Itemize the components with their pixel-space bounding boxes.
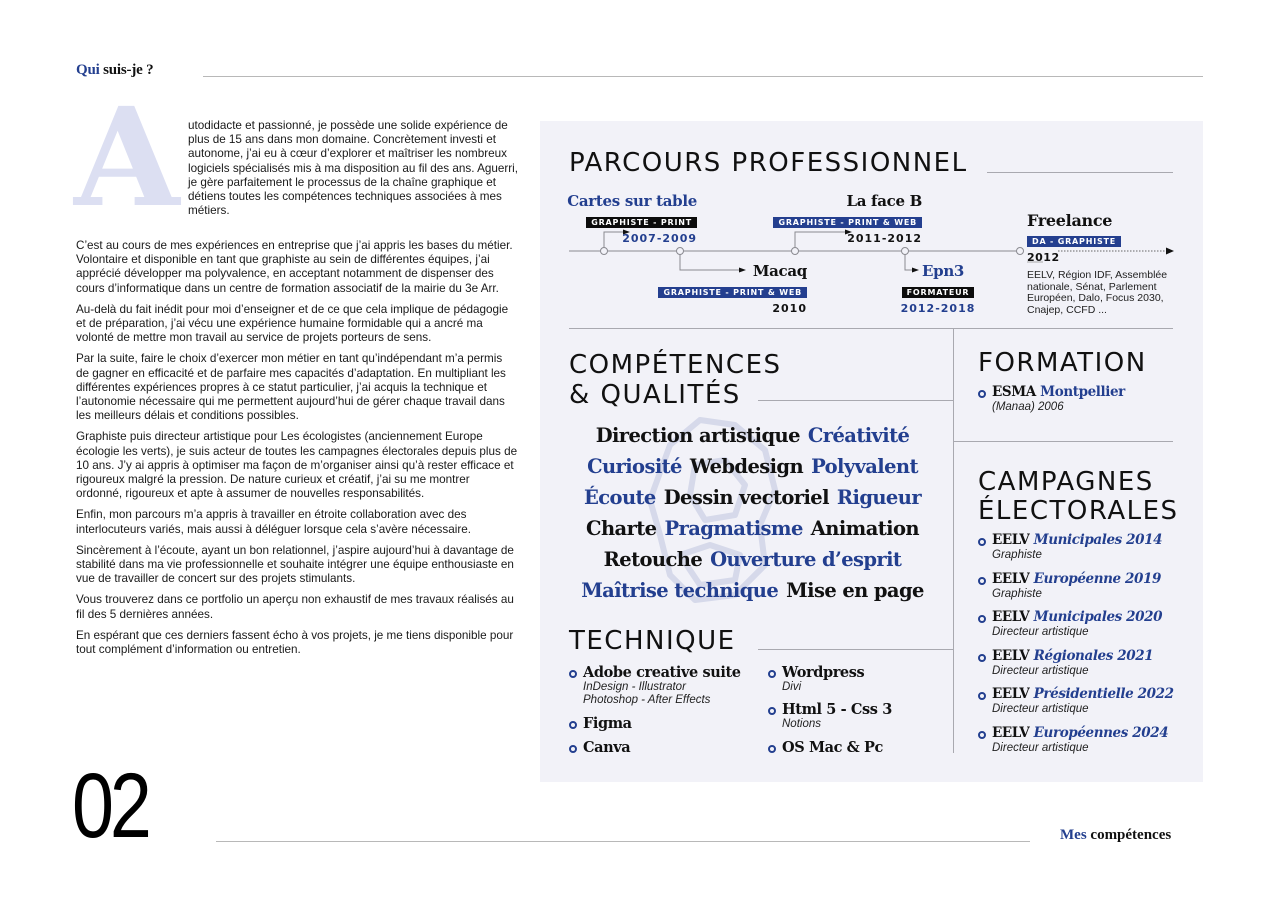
job-macaq [640,262,807,315]
bio-paragraph: Vous trouverez dans ce portfolio un aperçu non exhaustif de mes travaux réalisés au fil des 5 dernières années. [76,593,514,621]
bullet-icon [978,390,986,398]
job-cartes-sur-table [540,192,697,245]
campaign-item [978,532,1162,562]
skill-word: Curiosité [587,455,682,478]
campaign-name: Municipales 2020 [1033,609,1163,626]
tech-name: Wordpress [782,664,865,681]
tech-item-os [768,739,883,756]
bio-paragraph: C’est au cours de mes expériences en entreprise que j’ai appris les bases du métier. Volontaire et disponible en tant que graphiste au sein de différentes équipes, j’ai apprécié développer ma polyvalence, en acceptant notamment de dispenser des cours d’informatique dans un centre de formation associatif de la mairie du 3e Arr. [76,239,513,295]
header-title-accent: Qui [76,62,100,78]
skill-word: Mise en page [786,579,924,602]
bullet-icon [768,670,776,678]
skills-row [560,548,945,571]
tech-item-adobe [569,664,741,707]
footer-title-rest: compétences [1090,827,1172,843]
timeline-node [601,248,608,255]
campaign-org: EELV [992,570,1030,587]
campaign-role: Directeur artistique [992,742,1089,754]
footer-rule [216,841,1030,842]
job-years: 2012-2018 [900,302,976,315]
bullet-icon [768,745,776,753]
tech-name: Html 5 - Css 3 [782,701,892,718]
header-title-rest: suis-je ? [103,62,154,78]
bullet-icon [978,615,986,623]
tech-item-html-css [768,701,892,731]
tech-item-figma [569,715,632,732]
formation-title: FORMATION [978,348,1147,378]
campaign-name: Européenne 2019 [1033,570,1162,587]
bullet-icon [569,670,577,678]
job-name: Macaq [752,262,807,280]
campaign-org: EELV [992,609,1030,626]
job-years: 2007-2009 [622,232,697,245]
job-years: 2010 [772,302,807,315]
skills-row [560,424,945,447]
skill-word: Charte [586,517,657,540]
drop-cap: A [74,78,180,238]
tech-detail: InDesign - Illustrator [583,681,686,693]
divider-horizontal [569,328,1173,329]
campaign-name: Municipales 2014 [1033,532,1163,548]
formation-detail: (Manaa) 2006 [992,401,1064,413]
job-role-tag: GRAPHISTE - PRINT [586,217,697,228]
bullet-icon [978,538,986,546]
tech-detail: Photoshop - After Effects [583,694,711,706]
bullet-icon [768,707,776,715]
campaign-org: EELV [992,532,1030,548]
bio-paragraph: Graphiste puis directeur artistique pour Les écologistes (anciennement Europe écologie les verts), je suis acteur de toutes les campagnes électorales depuis plus de 10 ans. J’y ai appris à optimiser ma façon de m’organiser ainsi qu’à rester efficace et rigoureux malgré la pression. De nature curieux et créatif, j’ai su me montrer ordonné, rigoureux et apte à assumer de nouvelles responsabilités. [76,430,518,501]
skills-row [560,455,945,478]
skill-word: Rigueur [836,486,921,509]
campaign-org: EELV [992,686,1030,703]
timeline-node [792,248,799,255]
tech-detail: Divi [782,681,802,693]
tech-name: Canva [583,739,631,756]
bio-paragraph: En espérant que ces derniers fassent écho à vos projets, je me tiens disponible pour tout complément d’information ou entretien. [76,628,514,657]
competences-title-line1: COMPÉTENCES [569,350,782,380]
job-name: Epn3 [922,262,965,280]
bio-paragraph: Enfin, mon parcours m’a appris à travailler en étroite collaboration avec des interlocuteurs variés, mais aussi à déléguer lorsque cela s’avère nécessaire. [76,508,471,536]
job-years: 2011-2012 [847,232,922,245]
footer-section-title [1060,827,1171,844]
freelance-clients: EELV, Région IDF, Assemblée nationale, Sénat, Parlement Européen, Dalo, Focus 2030, Cnajep, CCFD ... [1027,269,1168,316]
formation-school: ESMA [992,384,1036,400]
intro-paragraph: utodidacte et passionné, je possède une solide expérience de plus de 15 ans dans mon domaine. Concrètement investi et autonome, j’ai eu à cœur d’explorer et maîtriser les nombreux logiciels spécialisés mis à ma disposition au fil des ans. Aguerri, je gère parfaitement le processus de la chaîne graphique et détiens toutes les compétences techniques associées à mes métiers. [188,119,518,218]
campaign-role: Directeur artistique [992,626,1089,639]
job-epn3 [900,262,976,315]
timeline-node [677,248,684,255]
job-la-face-b [760,192,922,245]
job-name: Freelance [1027,211,1113,230]
tech-detail: Notions [782,718,821,730]
skills-row [560,517,945,540]
campaign-role: Directeur artistique [992,664,1089,677]
campaign-item [978,725,1168,755]
bullet-icon [978,692,986,700]
tech-item-wordpress [768,664,864,694]
skill-word: Dessin vectoriel [663,486,829,509]
campaign-item [978,571,1161,601]
tech-name: Adobe creative suite [583,664,741,681]
competences-title-rule [758,400,953,401]
job-role-tag: DA - GRAPHISTE [1027,236,1121,247]
campaign-role: Graphiste [992,587,1042,600]
skill-word: Webdesign [689,455,804,478]
campaign-item [978,648,1153,678]
skill-word: Animation [810,517,919,540]
job-role-tag: GRAPHISTE - PRINT & WEB [658,287,807,298]
formation-item [978,384,1125,414]
campaign-name: Présidentielle 2022 [1033,686,1174,703]
skill-word: Retouche [603,548,703,571]
tech-item-canva [569,739,630,756]
bullet-icon [569,745,577,753]
skill-word: Créativité [807,424,910,447]
bullet-icon [978,654,986,662]
skill-word: Pragmatisme [664,517,803,540]
page-number: 02 [72,755,148,857]
timeline-node [902,248,909,255]
tech-name: Figma [583,715,632,732]
skill-word: Maîtrise technique [581,579,779,602]
bullet-icon [978,577,986,585]
skills-row [560,486,945,509]
campagnes-title-line2: ÉLECTORALES [978,496,1179,526]
parcours-title: PARCOURS PROFESSIONNEL [569,148,968,178]
competences-title-line2: & QUALITÉS [569,380,741,410]
campagnes-title [978,468,1179,526]
bio-paragraph: Au-delà du fait inédit pour moi d’enseigner et de ce que cela implique de pédagogie et de préparation, j’ai vécu une expérience humaine formidable qui a ancré ma volonté de mettre mon travail au service de projets porteurs de sens. [76,302,509,345]
divider-vertical [953,328,954,753]
skill-word: Écoute [584,486,656,509]
bio-paragraph: Par la suite, faire le choix d’exercer mon métier en tant qu’indépendant m’a permis de gagner en efficacité et de parfaire mes capacités d’adaptation. En multipliant les différentes expériences propres à ce statut particulier, j’ai acquis la technique et l’autonomie nécessaire qui me permettent aujourd’hui de gérer chaque travail dans les meilleurs délais et conditions possibles. [76,352,506,423]
campaign-role: Directeur artistique [992,703,1089,716]
campagnes-title-line1: CAMPAGNES [978,467,1154,497]
job-role-tag: FORMATEUR [902,287,975,298]
formation-city: Montpellier [1040,384,1125,400]
campaign-name: Européennes 2024 [1033,725,1169,741]
timeline-node [1017,248,1024,255]
skill-word: Polyvalent [811,455,918,478]
campaign-role: Graphiste [992,549,1042,561]
skill-word: Ouverture d’esprit [710,548,902,571]
campaign-org: EELV [992,725,1030,741]
competences-title [569,350,782,410]
campaign-item [978,609,1162,639]
job-freelance [1027,211,1187,316]
job-name: La face B [846,192,922,210]
skill-word: Direction artistique [595,424,800,447]
skills-row [560,579,945,602]
bullet-icon [978,731,986,739]
campaign-item [978,686,1174,716]
job-role-tag: GRAPHISTE - PRINT & WEB [773,217,922,228]
campaign-name: Régionales 2021 [1033,647,1154,664]
bio-paragraph: Sincèrement à l’écoute, ayant un bon relationnel, j’aspire aujourd’hui à davantage de stabilité dans ma vie professionnelle et souhaite intégrer une équipe enthousiaste en vue de travailler de concert sur des projets stimulants. [76,543,514,586]
technique-title: TECHNIQUE [569,626,736,656]
campaign-org: EELV [992,647,1030,664]
divider-formation [953,441,1173,442]
tech-name: OS Mac & Pc [782,739,883,756]
footer-title-accent: Mes [1060,827,1087,843]
job-years: 2012 [1027,251,1060,264]
job-name: Cartes sur table [567,192,697,210]
bullet-icon [569,721,577,729]
technique-title-rule [758,649,953,650]
